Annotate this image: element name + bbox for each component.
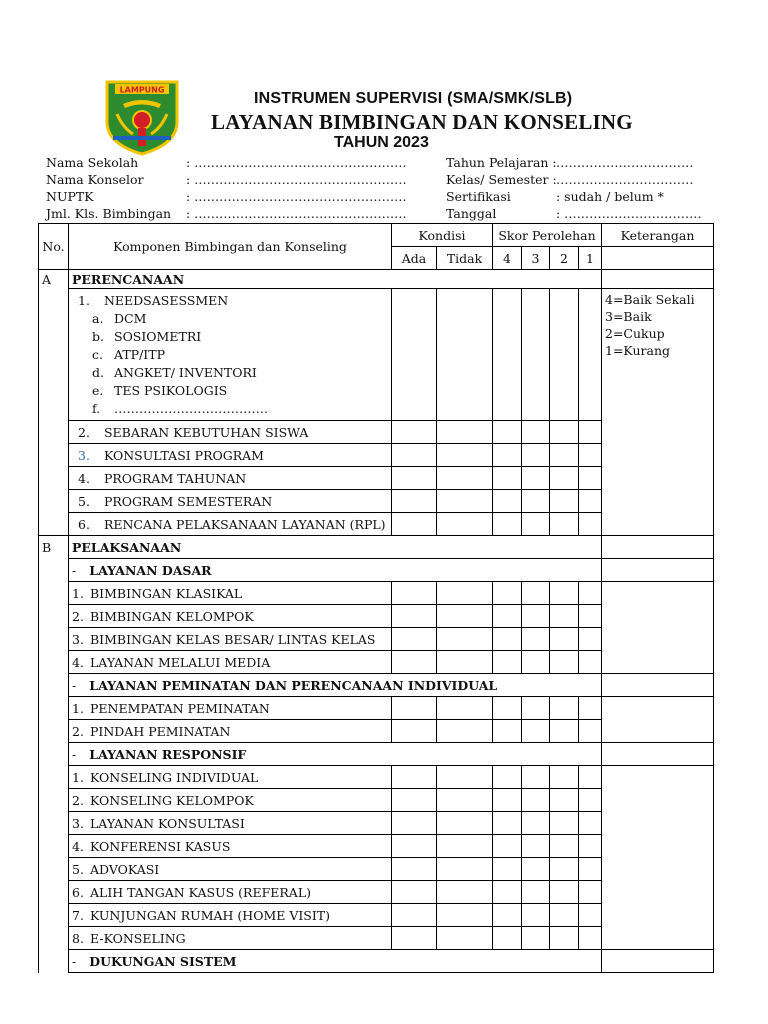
col-score-1: 1 xyxy=(579,247,602,270)
check-tidak[interactable] xyxy=(437,858,493,881)
table-row: 1. BIMBINGAN KLASIKAL xyxy=(39,582,714,605)
score-cell[interactable] xyxy=(522,289,550,421)
item-label: LAYANAN KONSULTASI xyxy=(90,815,245,831)
score-cell[interactable] xyxy=(550,605,579,628)
legend-2: 2=Cukup xyxy=(605,326,665,341)
sub-other: ………………………………. xyxy=(114,401,268,416)
score-cell[interactable] xyxy=(522,490,550,513)
score-cell[interactable] xyxy=(522,927,550,950)
check-tidak[interactable] xyxy=(437,904,493,927)
check-tidak[interactable] xyxy=(437,421,493,444)
score-cell[interactable] xyxy=(579,605,602,628)
item-label: KONSELING INDIVIDUAL xyxy=(90,769,259,785)
col-no-header: No. xyxy=(39,224,69,270)
score-cell[interactable] xyxy=(550,812,579,835)
table-row: 2. BIMBINGAN KELOMPOK xyxy=(39,605,714,628)
score-cell[interactable] xyxy=(493,858,522,881)
check-tidak[interactable] xyxy=(437,697,493,720)
subsection-peminatan: LAYANAN PEMINATAN DAN PERENCANAAN INDIVIDUAL xyxy=(89,677,498,693)
score-legend xyxy=(602,289,714,536)
nuptk-label: NUPTK xyxy=(46,189,94,204)
table-row: 2. PINDAH PEMINATAN xyxy=(39,720,714,743)
score-cell[interactable] xyxy=(493,289,522,421)
school-name-field[interactable]: : …………………………………………… xyxy=(186,155,407,170)
score-cell[interactable] xyxy=(522,605,550,628)
score-cell[interactable] xyxy=(579,858,602,881)
table-row: 6. ALIH TANGAN KASUS (REFERAL) xyxy=(39,881,714,904)
check-ada[interactable] xyxy=(392,881,437,904)
score-cell[interactable] xyxy=(550,835,579,858)
item-label: LAYANAN MELALUI MEDIA xyxy=(90,654,271,670)
check-tidak[interactable] xyxy=(437,513,493,536)
sub-tes-psikologis: TES PSIKOLOGIS xyxy=(114,383,228,398)
table-row: 4. KONFERENSI KASUS xyxy=(39,835,714,858)
check-ada[interactable] xyxy=(392,697,437,720)
score-cell[interactable] xyxy=(550,789,579,812)
certification-field[interactable]: : sudah / belum * xyxy=(556,189,664,204)
score-cell[interactable] xyxy=(550,858,579,881)
score-cell[interactable] xyxy=(579,651,602,674)
legend-1: 1=Kurang xyxy=(605,343,671,358)
col-score-4: 4 xyxy=(493,247,522,270)
score-cell[interactable] xyxy=(579,421,602,444)
score-cell[interactable] xyxy=(493,789,522,812)
score-cell[interactable] xyxy=(579,467,602,490)
info-left xyxy=(46,154,407,222)
table-row: 4. PROGRAM TAHUNAN xyxy=(39,467,714,490)
check-ada[interactable] xyxy=(392,858,437,881)
supervision-table-frame xyxy=(38,223,718,973)
item-label: ADVOKASI xyxy=(90,861,160,877)
item-label: RENCANA PELAKSANAAN LAYANAN (RPL) xyxy=(103,516,386,532)
score-cell[interactable] xyxy=(522,766,550,789)
logo-text: LAMPUNG xyxy=(119,85,165,95)
score-cell[interactable] xyxy=(522,789,550,812)
table-row: 2. KONSELING KELOMPOK xyxy=(39,789,714,812)
class-count-field[interactable]: : …………………………………………… xyxy=(186,206,407,221)
score-cell[interactable] xyxy=(579,881,602,904)
score-cell[interactable] xyxy=(493,904,522,927)
score-cell[interactable] xyxy=(550,628,579,651)
col-tidak-header: Tidak xyxy=(437,247,493,270)
check-tidak[interactable] xyxy=(437,490,493,513)
check-ada[interactable] xyxy=(392,582,437,605)
table-row: 1. PENEMPATAN PEMINATAN xyxy=(39,697,714,720)
score-cell[interactable] xyxy=(550,467,579,490)
subsection-layanan-dasar: LAYANAN DASAR xyxy=(89,562,212,578)
score-cell[interactable] xyxy=(493,881,522,904)
school-name-label: Nama Sekolah xyxy=(46,155,139,170)
table-row: 5. ADVOKASI xyxy=(39,858,714,881)
date-label: Tanggal xyxy=(446,206,497,221)
check-tidak[interactable] xyxy=(437,628,493,651)
col-component-header: Komponen Bimbingan dan Konseling xyxy=(69,224,392,270)
score-cell[interactable] xyxy=(522,720,550,743)
table-row: 6. RENCANA PELAKSANAAN LAYANAN (RPL) xyxy=(39,513,714,536)
class-semester-field[interactable]: …………………………… xyxy=(556,172,694,187)
check-tidak[interactable] xyxy=(437,444,493,467)
legend-3: 3=Baik xyxy=(605,309,652,324)
score-cell[interactable] xyxy=(493,605,522,628)
needs-assessment-cell: 1. NEEDSASESSMEN a. DCM b. SOSIOMETRI c. ATP/ITP d. ANGKET/ INVENTORI e. TES PSIKOLOGIS f. ………………………………. xyxy=(69,289,392,421)
score-cell[interactable] xyxy=(522,513,550,536)
score-cell[interactable] xyxy=(550,289,579,421)
needs-assessment-label: NEEDSASESSMEN xyxy=(103,293,229,308)
score-cell[interactable] xyxy=(579,766,602,789)
score-cell[interactable] xyxy=(493,628,522,651)
score-cell[interactable] xyxy=(493,421,522,444)
score-cell[interactable] xyxy=(550,881,579,904)
title-instrument: INSTRUMEN SUPERVISI (SMA/SMK/SLB) xyxy=(254,90,573,107)
col-score-2: 2 xyxy=(550,247,579,270)
score-cell[interactable] xyxy=(550,720,579,743)
score-cell[interactable] xyxy=(493,651,522,674)
score-cell[interactable] xyxy=(493,720,522,743)
counselor-name-field[interactable]: : …………………………………………… xyxy=(186,172,407,187)
table-row: 3. KONSULTASI PROGRAM xyxy=(39,444,714,467)
score-cell[interactable] xyxy=(522,444,550,467)
col-keterangan-header: Keterangan xyxy=(602,224,714,247)
check-ada[interactable] xyxy=(392,927,437,950)
subsection-dukungan-sistem: DUKUNGAN SISTEM xyxy=(89,953,237,969)
score-cell[interactable] xyxy=(522,812,550,835)
score-cell[interactable] xyxy=(550,697,579,720)
check-ada[interactable] xyxy=(392,812,437,835)
item-label: E-KONSELING xyxy=(90,930,186,946)
title-service: LAYANAN BIMBINGAN DAN KONSELING xyxy=(211,110,633,134)
item-label: KONSULTASI PROGRAM xyxy=(103,447,264,463)
check-tidak[interactable] xyxy=(437,720,493,743)
table-row: 2. SEBARAN KEBUTUHAN SISWA xyxy=(39,421,714,444)
supervision-table: No. Komponen Bimbingan dan Konseling Kondisi Skor Perolehan Keterangan Ada Tidak 4 3 2 1 A PERENCANAAN 1. NEEDSASESSMEN a. DCM b. SOSIOMETRI c. ATP/ITP d. ANGKET/ INVENTORI e. TES PSIKOLOGIS f. ………………………………. 4=Baik Sekali 3=Baik 2=Cukup 1=Kurang 2. SEBARAN KEBUTUHAN SISWA 3. KONSULTASI PROGRAM 4. PROGRAM TAHUNAN 5. PROGRAM SEMESTERAN 6. RENCANA PELAKSANAAN LAYANAN (RPL) B PELAKSANAAN - LAYANAN DASAR 1. BIMBINGAN KLASIKAL 2. BIMBINGAN KELOMPOK 3. BIMBINGAN KELAS BESAR/ LINTAS KELAS 4. LAYANAN MELALUI MEDIA - LAYANAN PEMINATAN DAN PERENCANAAN INDIVIDUAL 1. PENEMPATAN PEMINATAN 2. PINDAH PEMINATAN - LAYANAN RESPONSIF 1. KONSELING INDIVIDUAL 2. KONSELING KELOMPOK 3. LAYANAN KONSULTASI 4. KONFERENSI KASUS 5. ADVOKASI 6. ALIH TANGAN KASUS (REFERAL) 7. KUNJUNGAN RUMAH (HOME VISIT) 8. E-KONSELING - DUKUNGAN SISTEM xyxy=(38,223,714,973)
score-cell[interactable] xyxy=(493,835,522,858)
section-a-title: PERENCANAAN xyxy=(69,270,602,289)
check-tidak[interactable] xyxy=(437,289,493,421)
col-score-3: 3 xyxy=(522,247,550,270)
section-b-no: B xyxy=(39,536,69,559)
score-cell[interactable] xyxy=(522,421,550,444)
item-label: KUNJUNGAN RUMAH (HOME VISIT) xyxy=(90,907,331,923)
table-row: 4. LAYANAN MELALUI MEDIA xyxy=(39,651,714,674)
lampung-emblem-logo xyxy=(103,78,181,156)
academic-year-label: Tahun Pelajaran : xyxy=(446,155,557,170)
item-label: SEBARAN KEBUTUHAN SISWA xyxy=(103,424,309,440)
check-ada[interactable] xyxy=(392,651,437,674)
item-label: ALIH TANGAN KASUS (REFERAL) xyxy=(90,884,312,900)
check-ada[interactable] xyxy=(392,421,437,444)
nuptk-field[interactable]: : …………………………………………… xyxy=(186,189,407,204)
score-cell[interactable] xyxy=(493,812,522,835)
score-cell[interactable] xyxy=(550,513,579,536)
score-cell[interactable] xyxy=(579,289,602,421)
check-tidak[interactable] xyxy=(437,582,493,605)
section-a-no: A xyxy=(39,270,69,289)
check-ada[interactable] xyxy=(392,289,437,421)
sub-dcm: DCM xyxy=(114,311,147,326)
score-cell[interactable] xyxy=(522,904,550,927)
item-label: BIMBINGAN KELOMPOK xyxy=(90,608,254,624)
score-cell[interactable] xyxy=(579,812,602,835)
score-cell[interactable] xyxy=(579,697,602,720)
score-cell[interactable] xyxy=(493,582,522,605)
legend-4: 4=Baik Sekali xyxy=(605,292,695,307)
certification-label: Sertifikasi xyxy=(446,189,511,204)
academic-year-field[interactable]: …………………………… xyxy=(556,155,694,170)
score-cell[interactable] xyxy=(522,835,550,858)
table-row: 5. PROGRAM SEMESTERAN xyxy=(39,490,714,513)
title-year: TAHUN 2023 xyxy=(334,134,429,151)
score-cell[interactable] xyxy=(579,582,602,605)
score-cell[interactable] xyxy=(579,789,602,812)
class-count-label: Jml. Kls. Bimbingan xyxy=(46,206,172,221)
check-ada[interactable] xyxy=(392,467,437,490)
counselor-name-label: Nama Konselor xyxy=(46,172,144,187)
score-cell[interactable] xyxy=(522,651,550,674)
sub-atp-itp: ATP/ITP xyxy=(114,347,165,362)
col-skor-header: Skor Perolehan xyxy=(493,224,602,247)
sub-sosiometri: SOSIOMETRI xyxy=(114,329,202,344)
score-cell[interactable] xyxy=(550,444,579,467)
score-cell[interactable] xyxy=(579,490,602,513)
check-tidak[interactable] xyxy=(437,605,493,628)
score-cell[interactable] xyxy=(550,651,579,674)
score-cell[interactable] xyxy=(579,927,602,950)
score-cell[interactable] xyxy=(522,628,550,651)
table-row: 8. E-KONSELING xyxy=(39,927,714,950)
section-b-title: PELAKSANAAN xyxy=(69,536,602,559)
score-cell[interactable] xyxy=(579,628,602,651)
check-tidak[interactable] xyxy=(437,789,493,812)
sub-angket: ANGKET/ INVENTORI xyxy=(114,365,257,380)
item-label: BIMBINGAN KELAS BESAR/ LINTAS KELAS xyxy=(90,631,376,647)
score-cell[interactable] xyxy=(522,697,550,720)
check-ada[interactable] xyxy=(392,904,437,927)
score-cell[interactable] xyxy=(493,697,522,720)
table-row: 1. KONSELING INDIVIDUAL xyxy=(39,766,714,789)
score-cell[interactable] xyxy=(522,582,550,605)
check-ada[interactable] xyxy=(392,835,437,858)
table-row: 3. BIMBINGAN KELAS BESAR/ LINTAS KELAS xyxy=(39,628,714,651)
check-ada[interactable] xyxy=(392,720,437,743)
score-cell[interactable] xyxy=(493,467,522,490)
col-ada-header: Ada xyxy=(392,247,437,270)
item-label: PINDAH PEMINATAN xyxy=(90,723,231,739)
score-cell[interactable] xyxy=(493,927,522,950)
score-cell[interactable] xyxy=(550,582,579,605)
check-ada[interactable] xyxy=(392,789,437,812)
score-cell[interactable] xyxy=(493,490,522,513)
check-tidak[interactable] xyxy=(437,835,493,858)
score-cell[interactable] xyxy=(493,513,522,536)
score-cell[interactable] xyxy=(579,720,602,743)
score-cell[interactable] xyxy=(550,766,579,789)
score-cell[interactable] xyxy=(550,927,579,950)
score-cell[interactable] xyxy=(493,444,522,467)
item-label: PROGRAM TAHUNAN xyxy=(103,470,247,486)
check-ada[interactable] xyxy=(392,444,437,467)
class-semester-label: Kelas/ Semester : xyxy=(446,172,557,187)
score-cell[interactable] xyxy=(579,444,602,467)
item-label: PROGRAM SEMESTERAN xyxy=(103,493,273,509)
check-tidak[interactable] xyxy=(437,927,493,950)
score-cell[interactable] xyxy=(550,490,579,513)
check-tidak[interactable] xyxy=(437,881,493,904)
subsection-responsif: LAYANAN RESPONSIF xyxy=(89,746,247,762)
check-ada[interactable] xyxy=(392,766,437,789)
item-label: BIMBINGAN KLASIKAL xyxy=(90,585,243,601)
date-field[interactable]: : …………………………… xyxy=(556,206,702,221)
table-row: 7. KUNJUNGAN RUMAH (HOME VISIT) xyxy=(39,904,714,927)
check-tidak[interactable] xyxy=(437,651,493,674)
score-cell[interactable] xyxy=(579,835,602,858)
item-label: KONSELING KELOMPOK xyxy=(90,792,254,808)
check-tidak[interactable] xyxy=(437,766,493,789)
score-cell[interactable] xyxy=(522,858,550,881)
info-right xyxy=(446,154,702,222)
score-cell[interactable] xyxy=(550,421,579,444)
check-ada[interactable] xyxy=(392,490,437,513)
check-tidak[interactable] xyxy=(437,812,493,835)
check-ada[interactable] xyxy=(392,513,437,536)
score-cell[interactable] xyxy=(522,881,550,904)
score-cell[interactable] xyxy=(522,467,550,490)
score-cell[interactable] xyxy=(579,904,602,927)
score-cell[interactable] xyxy=(579,513,602,536)
item-label: PENEMPATAN PEMINATAN xyxy=(90,700,270,716)
check-tidak[interactable] xyxy=(437,467,493,490)
score-cell[interactable] xyxy=(550,904,579,927)
score-cell[interactable] xyxy=(493,766,522,789)
check-ada[interactable] xyxy=(392,605,437,628)
check-ada[interactable] xyxy=(392,628,437,651)
table-row: 3. LAYANAN KONSULTASI xyxy=(39,812,714,835)
item-label: KONFERENSI KASUS xyxy=(90,838,231,854)
col-kondisi-header: Kondisi xyxy=(392,224,493,247)
